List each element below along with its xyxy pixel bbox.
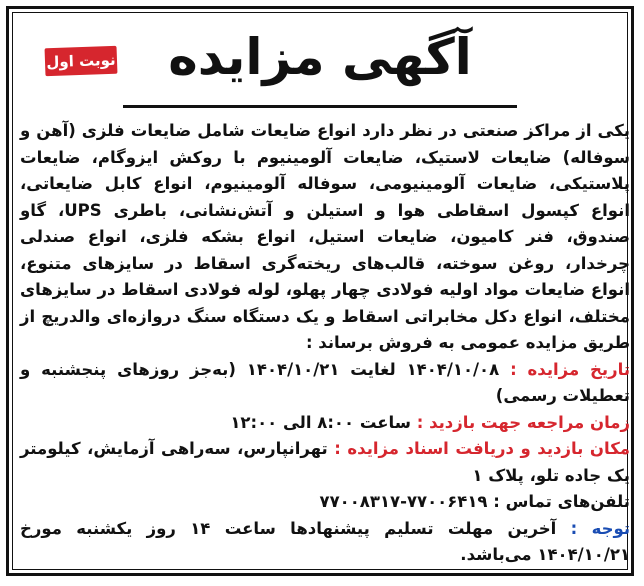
ad-body	[20, 118, 630, 569]
ad-header	[13, 13, 627, 113]
ad-title: آگهی مزایده	[168, 28, 472, 86]
auction-date-row	[20, 357, 630, 410]
visit-place-label: مکان بازدید و دریافت اسناد مزایده :	[334, 439, 630, 458]
first-round-badge: نوبت اول	[45, 46, 118, 76]
intro-paragraph: یکی از مراکز صنعتی در نظر دارد انواع ضایعات شامل ضایعات فلزی (آهن و سوفاله) ضایعات لاستیک، ضایعات آلومینیوم با روکش ایزوگام، ضایعات پلاستیکی، ضایعات آلومینیومی، سوفاله آلومینیوم، انواع کابل ضایعاتی، انواع کپسول اسقاطی هوا و استیلن و آتش‌نشانی، باطری UPS، گاو صندوق، فنر کامیون، ضایعات استیل، انواع بشکه فلزی، انواع صندلی چرخدار، روغن سوخته، قالب‌های ریخته‌گری اسقاط در سایزهای متنوع، انواع ضایعات مواد اولیه فولادی چهار پهلو، لوله فولادی اسقاط در سایزهای مختلف، انواع دکل مخابراتی اسقاط و یک دستگاه سنگ دروازه‌ای والدریچ از طریق مزایده عمومی به فروش برساند :	[20, 121, 630, 352]
note-value: آخرین مهلت تسلیم پیشنهادها ساعت ۱۴ روز یکشنبه مورخ ۱۴۰۴/۱۰/۲۱ می‌باشد.	[20, 518, 630, 564]
auction-date-value: ۱۴۰۴/۱۰/۰۸ لغایت ۱۴۰۴/۱۰/۲۱ (به‌جز روزهای پنجشنبه و تعطیلات رسمی)	[20, 359, 630, 405]
phones-label: تلفن‌های تماس :	[493, 492, 630, 511]
phones-value: ۷۷۰۰۶۴۱۹-۷۷۰۰۸۳۱۷	[319, 492, 488, 511]
auction-date-label: تاریخ مزایده :	[510, 359, 631, 379]
visit-place-value: تهرانپارس، سه‌راهی آزمایش، کیلومتر یک جاده تلو، پلاک ۱	[20, 439, 630, 485]
note-label: توجه :	[570, 518, 631, 538]
note-row	[20, 516, 630, 569]
visit-time-value: ساعت ۸:۰۰ الی ۱۲:۰۰	[230, 412, 411, 432]
visit-time-label: زمان مراجعه جهت بازدید :	[416, 412, 630, 432]
phones-row	[20, 489, 630, 516]
visit-time-row	[20, 410, 630, 437]
visit-place-row	[20, 436, 630, 489]
title-underline	[123, 105, 517, 108]
